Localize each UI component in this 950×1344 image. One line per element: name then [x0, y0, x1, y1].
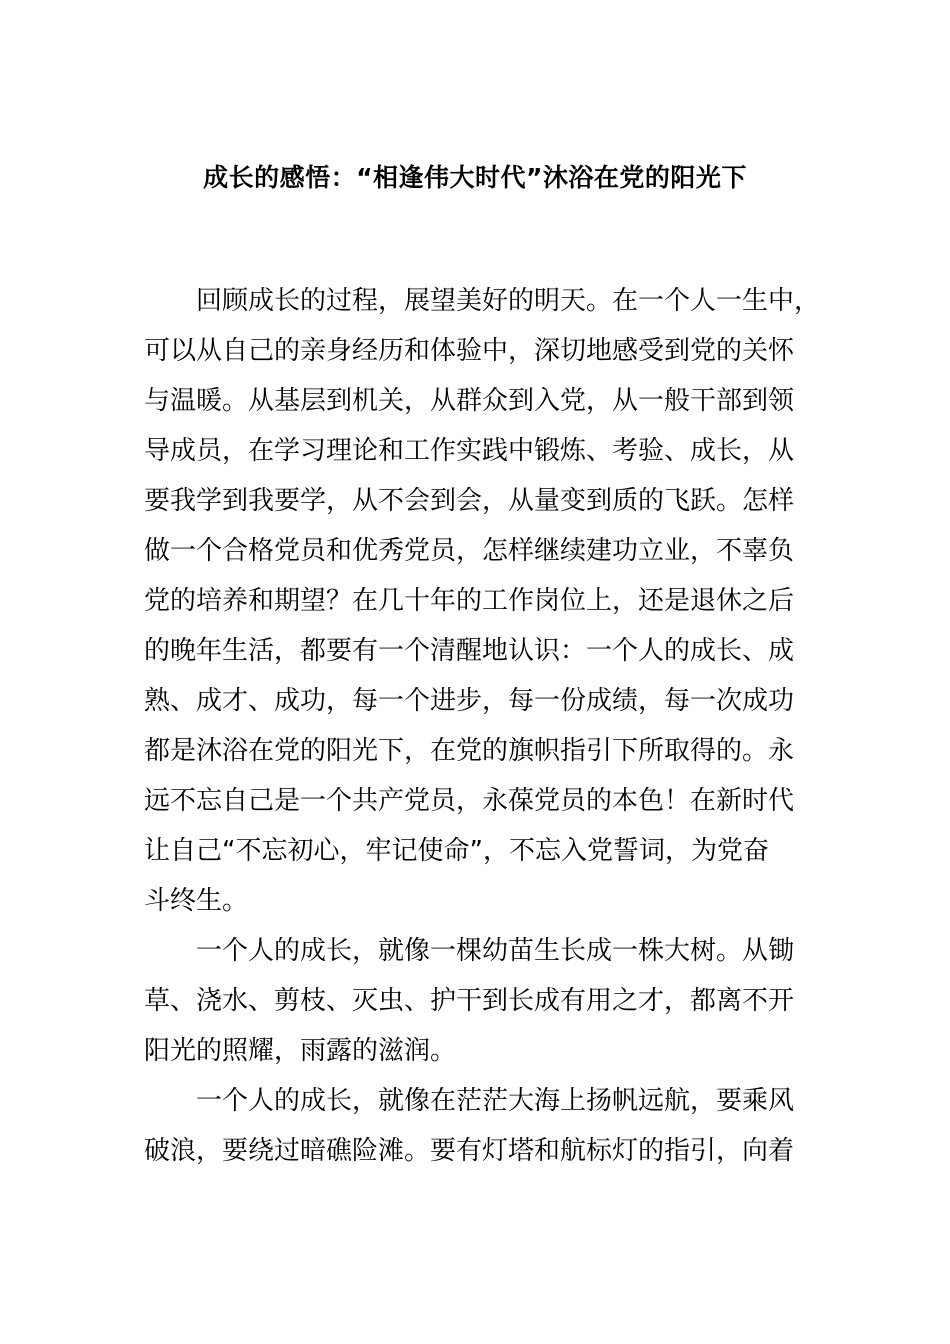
paragraph-line: 破浪，要绕过暗礁险滩。要有灯塔和航标灯的指引，向着	[144, 1136, 795, 1166]
paragraph-line: 斗终生。	[144, 886, 249, 916]
paragraph-line: 做一个合格党员和优秀党员，怎样继续建功立业，不辜负	[144, 536, 795, 566]
paragraph-line: 与温暖。从基层到机关，从群众到入党，从一般干部到领	[144, 386, 795, 416]
paragraph-line: 导成员，在学习理论和工作实践中锻炼、考验、成长，从	[144, 436, 795, 466]
paragraph-1	[144, 276, 821, 926]
paragraph-3	[144, 1076, 816, 1176]
paragraph-2	[144, 926, 816, 1076]
document-title: 成长的感悟：“相逢伟大时代”沐浴在党的阳光下	[203, 163, 747, 192]
paragraph-line: 草、浇水、剪枝、灭虫、护干到长成有用之才，都离不开	[144, 986, 795, 1016]
paragraph-line: 党的培养和期望？在几十年的工作岗位上，还是退休之后	[144, 586, 795, 616]
paragraph-line: 要我学到我要学，从不会到会，从量变到质的飞跃。怎样	[144, 486, 795, 516]
paragraph-line: 远不忘自己是一个共产党员，永葆党员的本色！在新时代	[144, 786, 795, 816]
paragraph-line: 都是沐浴在党的阳光下，在党的旗帜指引下所取得的。永	[144, 736, 795, 766]
paragraph-line: 回顾成长的过程，展望美好的明天。在一个人一生中，	[196, 286, 821, 316]
paragraph-line: 让自己“不忘初心，牢记使命”，不忘入党誓词，为党奋	[144, 836, 769, 866]
paragraph-line: 一个人的成长，就像在茫茫大海上扬帆远航，要乘风	[196, 1086, 795, 1116]
document-body	[144, 276, 821, 1176]
paragraph-line: 阳光的照耀，雨露的滋润。	[144, 1036, 457, 1066]
paragraph-line: 可以从自己的亲身经历和体验中，深切地感受到党的关怀	[144, 336, 795, 366]
paragraph-line: 的晚年生活，都要有一个清醒地认识：一个人的成长、成	[144, 636, 795, 666]
paragraph-line: 熟、成才、成功，每一个进步，每一份成绩，每一次成功	[144, 686, 795, 716]
paragraph-line: 一个人的成长，就像一棵幼苗生长成一株大树。从锄	[196, 936, 795, 966]
